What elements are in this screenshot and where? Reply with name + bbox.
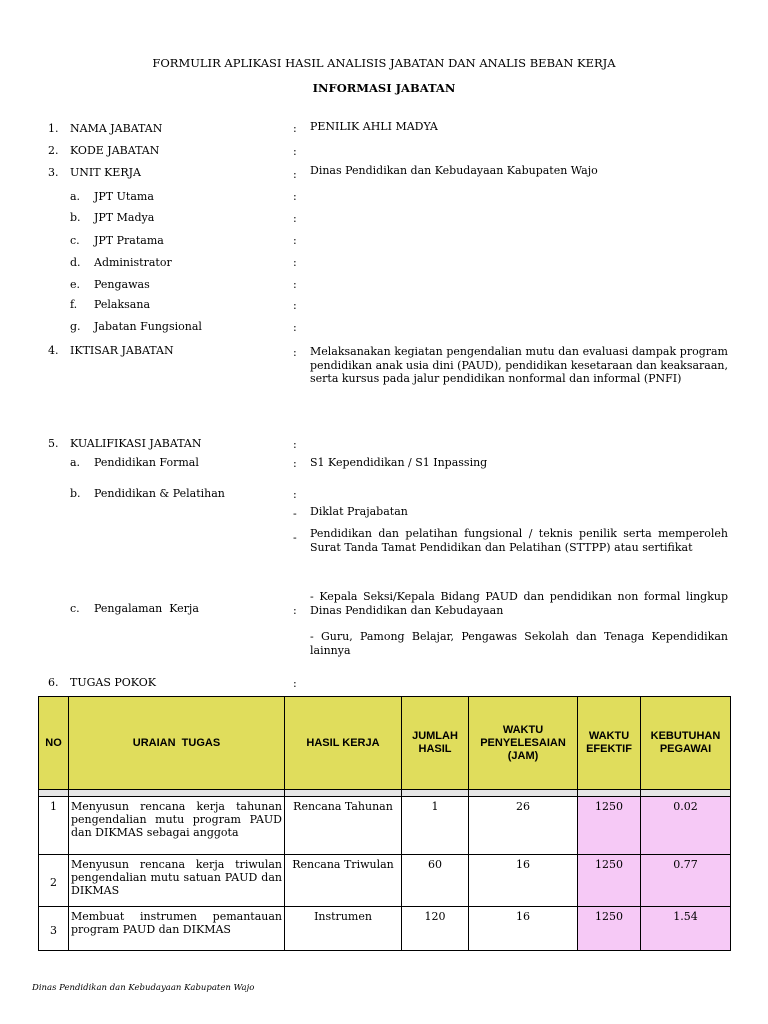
unit-sub-label: Pengawas: [94, 278, 150, 291]
sub-letter: c.: [70, 234, 80, 247]
unit-sub-label: JPT Utama: [94, 190, 154, 203]
colon: :: [293, 122, 297, 135]
colon: :: [293, 190, 297, 203]
table-spacer-row: [39, 790, 731, 797]
nama-jabatan-value: PENILIK AHLI MADYA: [310, 120, 438, 133]
colon: :: [293, 168, 297, 181]
item-number: 6.: [48, 676, 59, 689]
table-row: [39, 797, 731, 855]
item-number: 1.: [48, 122, 59, 135]
colon: :: [293, 278, 297, 291]
colon: :: [293, 299, 297, 312]
sub-letter: a.: [70, 190, 81, 203]
cell-jumlah: 60: [402, 855, 469, 907]
cell-hasil: Rencana Triwulan: [285, 855, 402, 907]
pelatihan-item: Pendidikan dan pelatihan fungsional / teknis penilik serta memperoleh Surat Tanda Tamat Pendidikan dan Pelatihan (STTPP) atau sertifikat: [310, 527, 728, 554]
colon: :: [293, 234, 297, 247]
bullet-dash: -: [293, 531, 297, 544]
colon: :: [293, 145, 297, 158]
pendidikan-formal-value: S1 Kependidikan / S1 Inpassing: [310, 456, 488, 469]
sub-letter: b.: [70, 487, 81, 500]
colon: :: [293, 438, 297, 451]
col-header-hasil: HASIL KERJA: [285, 697, 402, 790]
cell-no: 2: [39, 855, 69, 907]
colon: :: [293, 212, 297, 225]
iktisar-jabatan-value: Melaksanakan kegiatan pengendalian mutu dan evaluasi dampak program pendidikan anak usia dini (PAUD), pendidikan kesetaraan dan keaksaraan, serta kursus pada jalur pendidikan nonformal dan informal (PNFI): [310, 345, 728, 385]
page-footer: Dinas Pendidikan dan Kebudayaan Kabupaten Wajo: [32, 983, 255, 993]
colon: :: [293, 321, 297, 334]
sub-letter: e.: [70, 278, 81, 291]
form-title: FORMULIR APLIKASI HASIL ANALISIS JABATAN DAN ANALIS BEBAN KERJA: [152, 56, 616, 70]
pendidikan-formal-label: Pendidikan Formal: [94, 456, 199, 469]
pengalaman-kerja-label: Pengalaman Kerja: [94, 602, 199, 615]
kode-jabatan-label: KODE JABATAN: [70, 144, 160, 157]
item-number: 2.: [48, 144, 59, 157]
sub-letter: g.: [70, 320, 81, 333]
colon: :: [293, 677, 297, 690]
unit-sub-label: JPT Pratama: [94, 234, 164, 247]
colon: :: [293, 256, 297, 269]
cell-uraian: Membuat instrumen pemantauan program PAUD dan DIKMAS: [69, 907, 285, 951]
col-header-uraian: URAIAN TUGAS: [69, 697, 285, 790]
cell-waktu-efektif: 1250: [578, 797, 641, 855]
cell-kebutuhan: 1.54: [641, 907, 731, 951]
cell-no: 3: [39, 907, 69, 951]
cell-jumlah: 1: [402, 797, 469, 855]
pelatihan-item: Diklat Prajabatan: [310, 505, 408, 518]
bullet-dash: -: [293, 507, 297, 520]
unit-sub-label: JPT Madya: [94, 211, 155, 224]
cell-no: 1: [39, 797, 69, 855]
table-row: [39, 855, 731, 907]
pengalaman-item: - Kepala Seksi/Kepala Bidang PAUD dan pendidikan non formal lingkup Dinas Pendidikan dan Kebudayaan: [310, 590, 728, 617]
col-header-waktu-efektif: WAKTU EFEKTIF: [578, 697, 641, 790]
unit-sub-label: Administrator: [94, 256, 172, 269]
iktisar-jabatan-label: IKTISAR JABATAN: [70, 344, 174, 357]
cell-waktu: 16: [469, 907, 578, 951]
table-row: [39, 907, 731, 951]
tugas-table: [38, 696, 731, 951]
item-number: 4.: [48, 344, 59, 357]
table-header-row: [39, 697, 731, 790]
colon: :: [293, 604, 297, 617]
colon: :: [293, 457, 297, 470]
cell-hasil: Instrumen: [285, 907, 402, 951]
colon: :: [293, 488, 297, 501]
cell-uraian: Menyusun rencana kerja triwulan pengendalian mutu satuan PAUD dan DIKMAS: [69, 855, 285, 907]
pendidikan-pelatihan-label: Pendidikan & Pelatihan: [94, 487, 225, 500]
sub-letter: f.: [70, 298, 78, 311]
sub-letter: a.: [70, 456, 81, 469]
cell-hasil: Rencana Tahunan: [285, 797, 402, 855]
unit-kerja-value: Dinas Pendidikan dan Kebudayaan Kabupaten Wajo: [310, 164, 598, 177]
cell-waktu: 16: [469, 855, 578, 907]
col-header-waktu-penyelesaian: WAKTU PENYELESAIAN (JAM): [469, 697, 578, 790]
cell-kebutuhan: 0.02: [641, 797, 731, 855]
nama-jabatan-label: NAMA JABATAN: [70, 122, 163, 135]
cell-waktu-efektif: 1250: [578, 907, 641, 951]
sub-letter: b.: [70, 211, 81, 224]
sub-letter: c.: [70, 602, 80, 615]
cell-jumlah: 120: [402, 907, 469, 951]
unit-sub-label: Jabatan Fungsional: [94, 320, 202, 333]
cell-waktu: 26: [469, 797, 578, 855]
item-number: 5.: [48, 437, 59, 450]
pengalaman-item: - Guru, Pamong Belajar, Pengawas Sekolah dan Tenaga Kependidikan lainnya: [310, 630, 728, 657]
sub-letter: d.: [70, 256, 81, 269]
col-header-no: NO: [39, 697, 69, 790]
kualifikasi-jabatan-label: KUALIFIKASI JABATAN: [70, 437, 202, 450]
colon: :: [293, 346, 297, 359]
col-header-jumlah: JUMLAH HASIL: [402, 697, 469, 790]
cell-kebutuhan: 0.77: [641, 855, 731, 907]
section-title: INFORMASI JABATAN: [312, 81, 456, 95]
col-header-kebutuhan: KEBUTUHAN PEGAWAI: [641, 697, 731, 790]
cell-uraian: Menyusun rencana kerja tahunan pengendalian mutu program PAUD dan DIKMAS sebagai anggota: [69, 797, 285, 855]
tugas-pokok-label: TUGAS POKOK: [70, 676, 156, 689]
cell-waktu-efektif: 1250: [578, 855, 641, 907]
unit-kerja-label: UNIT KERJA: [70, 166, 141, 179]
item-number: 3.: [48, 166, 59, 179]
unit-sub-label: Pelaksana: [94, 298, 151, 311]
